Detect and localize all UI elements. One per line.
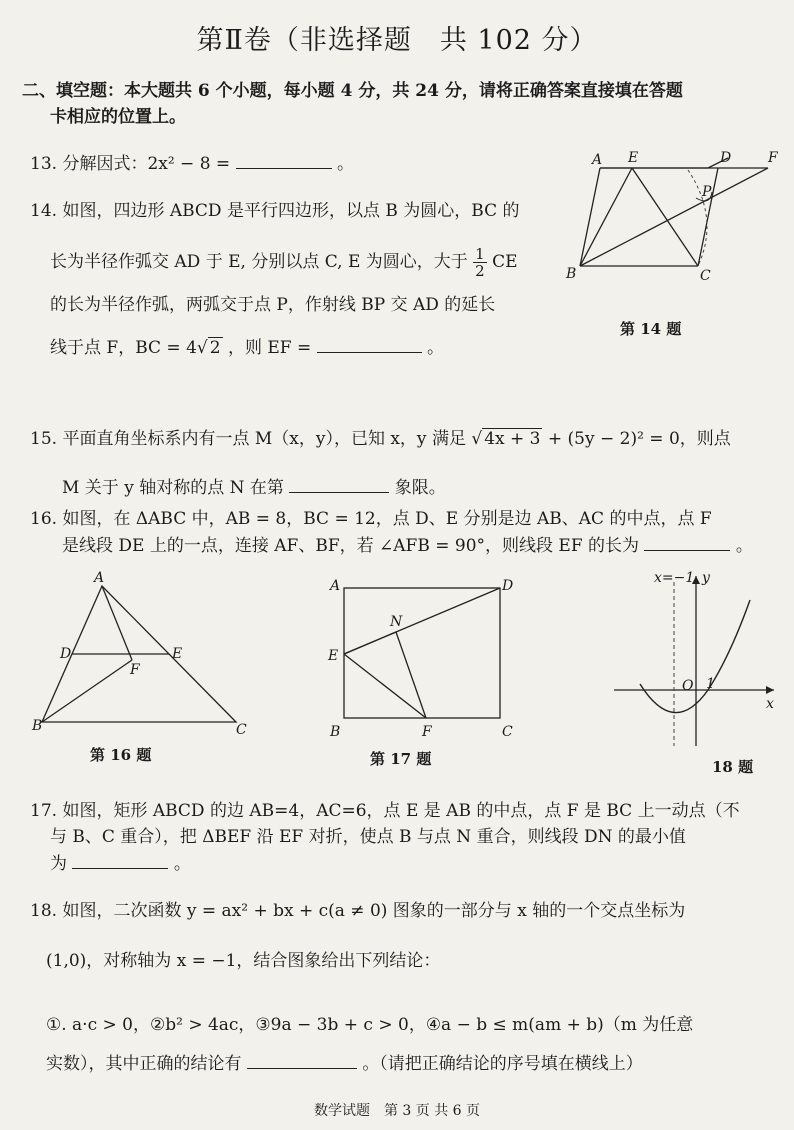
q15-sqrt-content: 4x + 3 [484,429,541,449]
fig14-point-B: B [566,266,577,282]
fig14-line-BE [580,168,632,266]
q14-frac-num: 1 [475,245,485,263]
sqrt-icon: √ [196,338,208,358]
fig14-point-C: C [700,268,711,284]
fig14-line-AF [600,158,728,168]
fig16-caption: 第 16 题 [90,746,152,764]
q17-end: 。 [173,854,191,874]
fig17-point-C: C [502,724,513,740]
q17-line1: 17. 如图，矩形 ABCD 的边 AB=4，AC=6，点 E 是 AB 的中点，点 F 是 BC 上一动点（不 [30,801,740,821]
fig18-y-label: y [702,570,710,586]
q14-fraction [473,246,487,279]
q13-answer-blank[interactable] [236,152,332,169]
figure-16 [30,570,250,740]
q13-end: 。 [337,154,354,174]
q13-text: 13. 分解因式：2x² − 8 = [30,154,231,174]
fig17-point-D: D [502,578,514,594]
q16-answer-blank[interactable] [644,534,730,551]
q14-line3: 的长为半径作弧，两弧交于点 P，作射线 BP 交 AD 的延长 [50,295,496,315]
fig14-line-EC [632,168,698,266]
q14-line4b: ，则 EF = [227,338,312,358]
fig18-one: 1 [706,676,715,692]
q18-line4b: 。（请把正确结论的序号填在横线上） [362,1054,643,1074]
fig17-point-B: B [330,724,341,740]
fig14-point-D: D [720,150,732,166]
q14-line1: 14. 如图，四边形 ABCD 是平行四边形，以点 B 为圆心，BC 的 [30,201,520,221]
fig14-side-DC [698,168,718,266]
fig14-side-AB [580,168,600,266]
fig16-point-C: C [236,722,247,738]
fig18-x-label: x [766,696,774,712]
q15-line1a: 15. 平面直角坐标系内有一点 M（x，y），已知 x，y 满足 [30,429,466,449]
q14-line2b: CE [492,252,518,272]
figure-14 [560,148,780,288]
q18-answer-blank[interactable] [247,1052,357,1069]
figure-17 [318,572,528,752]
fig17-point-A: A [330,578,341,594]
fig18-parabola [640,600,750,713]
fig16-point-A: A [94,570,105,586]
q18-line4a: 实数），其中正确的结论有 [46,1054,242,1074]
fig18-origin: O [682,678,694,694]
q14-line2a: 长为半径作弧交 AD 于 E, 分别以点 C, E 为圆心，大于 [50,252,468,272]
q15-line2 [62,476,446,499]
q17-line3 [50,852,191,875]
fig17-point-N: N [390,614,403,630]
fig16-point-E: E [172,646,183,662]
q17-answer-blank[interactable] [72,852,168,869]
fig16-segment-AF [102,586,132,660]
q16-end: 。 [735,536,753,556]
q14-sqrt-content: 2 [209,338,221,358]
q16-line2 [62,534,753,557]
q15-line2b: 象限。 [394,478,446,498]
q18-line2: (1,0)，对称轴为 x = −1，结合图象给出下列结论： [46,951,441,971]
fig18-caption: 18 题 [712,758,754,776]
fig14-point-A: A [592,152,603,168]
fig14-point-F: F [768,150,778,166]
fig16-point-F: F [130,662,140,678]
q14-frac-den: 2 [475,262,485,280]
fig18-x-arrow-icon [766,686,774,694]
fig17-caption: 第 17 题 [370,750,432,768]
q17-line3a: 为 [50,854,67,874]
q15-line1b: + (5y − 2)² = 0，则点 [547,429,731,449]
q15-line2a: M 关于 y 轴对称的点 N 在第 [62,478,284,498]
section-instruction-line1: 二、填空题：本大题共 6 个小题，每小题 4 分，共 24 分，请将正确答案直接填在答题 [22,81,683,101]
figure-18 [610,566,780,756]
q17-line2: 与 B、C 重合），把 ΔBEF 沿 EF 对折，使点 B 与点 N 重合，则线段 DN 的最小值 [50,827,686,847]
fig17-point-F: F [422,724,432,740]
q14-answer-blank[interactable] [317,336,422,353]
q14-line4a: 线于点 F，BC = 4 [50,338,197,358]
fig14-point-P: P [702,184,712,200]
fig14-ray-BF [580,168,768,266]
q14-line2 [50,246,518,279]
fig17-segment-EN [344,632,396,654]
q16-line2-text: 是线段 DE 上的一点，连接 AF、BF，若 ∠AFB = 90°，则线段 EF 的长为 [62,536,640,556]
fig17-rectangle-ABCD [344,588,500,718]
page-footer: 数学试题 第 3 页 共 6 页 [313,1103,481,1119]
fig16-point-B: B [32,718,43,734]
fig18-axis-label: x=−1 [654,570,695,586]
q15-answer-blank[interactable] [289,476,389,493]
q15-line1 [30,428,731,450]
q14-line4 [50,336,444,359]
q16-line1: 16. 如图，在 ΔABC 中，AB = 8，BC = 12，点 D、E 分别是边 AB、AC 的中点，点 F [30,509,712,529]
q18-line1: 18. 如图，二次函数 y = ax² + bx + c(a ≠ 0) 图象的一部分与 x 轴的一个交点坐标为 [30,901,686,921]
fig17-segment-NF [396,632,426,718]
fig14-caption: 第 14 题 [620,320,682,338]
q18-line4 [46,1052,643,1075]
fig16-point-D: D [60,646,72,662]
fig14-point-E: E [628,150,639,166]
page-title: 第Ⅱ卷（非选择题 共 102 分） [196,25,598,56]
q18-line3: ①. a·c > 0，②b² > 4ac，③9a − 3b + c > 0，④a − b ≤ m(am + b)（m 为任意 [46,1015,694,1035]
section-instruction-line2: 卡相应的位置上。 [50,107,186,127]
fig17-segment-EF [344,654,426,718]
q14-end: 。 [427,338,445,358]
question-13 [30,152,354,175]
sqrt-icon: √ [471,429,483,449]
fig17-point-E: E [328,648,339,664]
